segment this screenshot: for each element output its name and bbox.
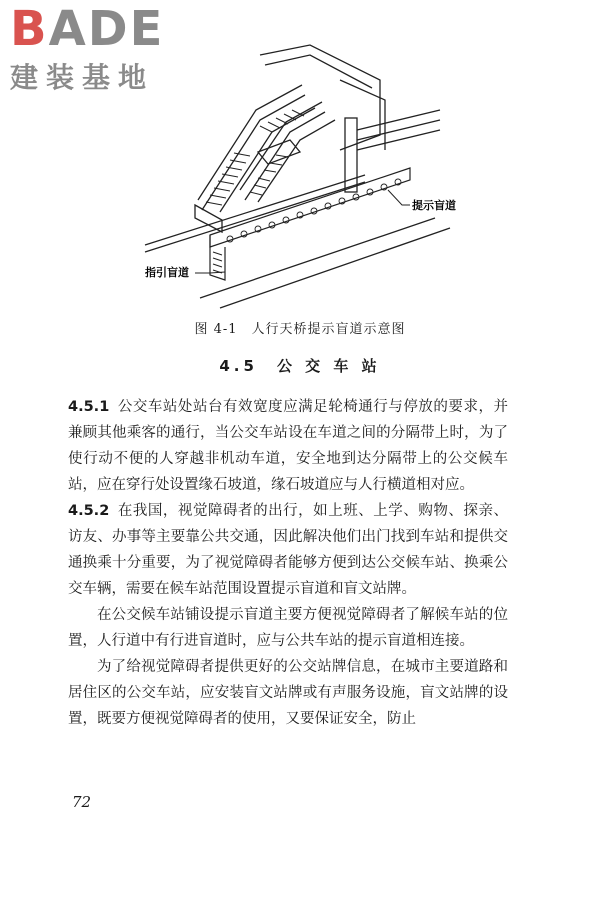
paragraph-text: 在我国，视觉障碍者的出行，如上班、上学、购物、探亲、访友、办事等主要靠公共交通，因此解决他们出门找到车站和提供交通换乘十分重要，为了视觉障碍者能够方便到达公交候车站、换乘公交车辆，需要在候车站范围设置提示盲道和盲文站牌。	[68, 503, 508, 597]
section-title: 4.5 公 交 车 站	[219, 357, 381, 375]
pedestrian-bridge-illustration	[140, 40, 500, 310]
page-number: 72	[72, 793, 92, 811]
bridge-deck	[340, 80, 385, 150]
road-edge-line	[220, 228, 450, 308]
logo-accent-letter: B	[10, 1, 49, 57]
bridge-side-panel	[357, 110, 440, 150]
logo-wordmark-rest: ADE	[48, 1, 165, 57]
stair-railing	[198, 85, 302, 200]
figure-caption: 图 4-1 人行天桥提示盲道示意图	[194, 322, 406, 337]
paragraph: 在公交候车站铺设提示盲道主要方便视觉障碍者了解候车站的位置，人行道中有行进盲道时，应与公共车站的提示盲道相连接。	[68, 607, 508, 649]
label-tactile-warning: 提示盲道	[412, 199, 456, 212]
body-text	[68, 394, 508, 732]
paragraph-4-5-2	[68, 498, 508, 602]
paragraph-4-5-1	[68, 394, 508, 498]
road-edge-line	[145, 182, 365, 252]
tactile-warning-strip	[210, 168, 410, 247]
label-tactile-guide: 指引盲道	[145, 266, 189, 279]
paragraph: 为了给视觉障碍者提供更好的公交站牌信息，在城市主要道路和居住区的公交车站，应安装盲文站牌或有声服务设施，盲文站牌的设置，既要方便视觉障碍者的使用，又要保证安全，防止	[68, 659, 508, 727]
logo-tagline: 建装基地	[10, 61, 155, 94]
stair-stringer	[258, 120, 335, 202]
paragraph-number: 4.5.1	[68, 399, 110, 415]
bridge-deck	[265, 55, 372, 88]
paragraph-number: 4.5.2	[68, 503, 110, 519]
road-edge-line	[200, 218, 435, 298]
paragraph-text: 公交车站处站台有效宽度应满足轮椅通行与停放的要求，并兼顾其他乘客的通行，当公交车站设在车道之间的分隔带上时，为了使行动不便的人穿越非机动车道，安全地到达分隔带上的公交候车站，应在穿行处设置缘石坡道，缘石坡道应与人行横道相对应。	[68, 399, 508, 493]
